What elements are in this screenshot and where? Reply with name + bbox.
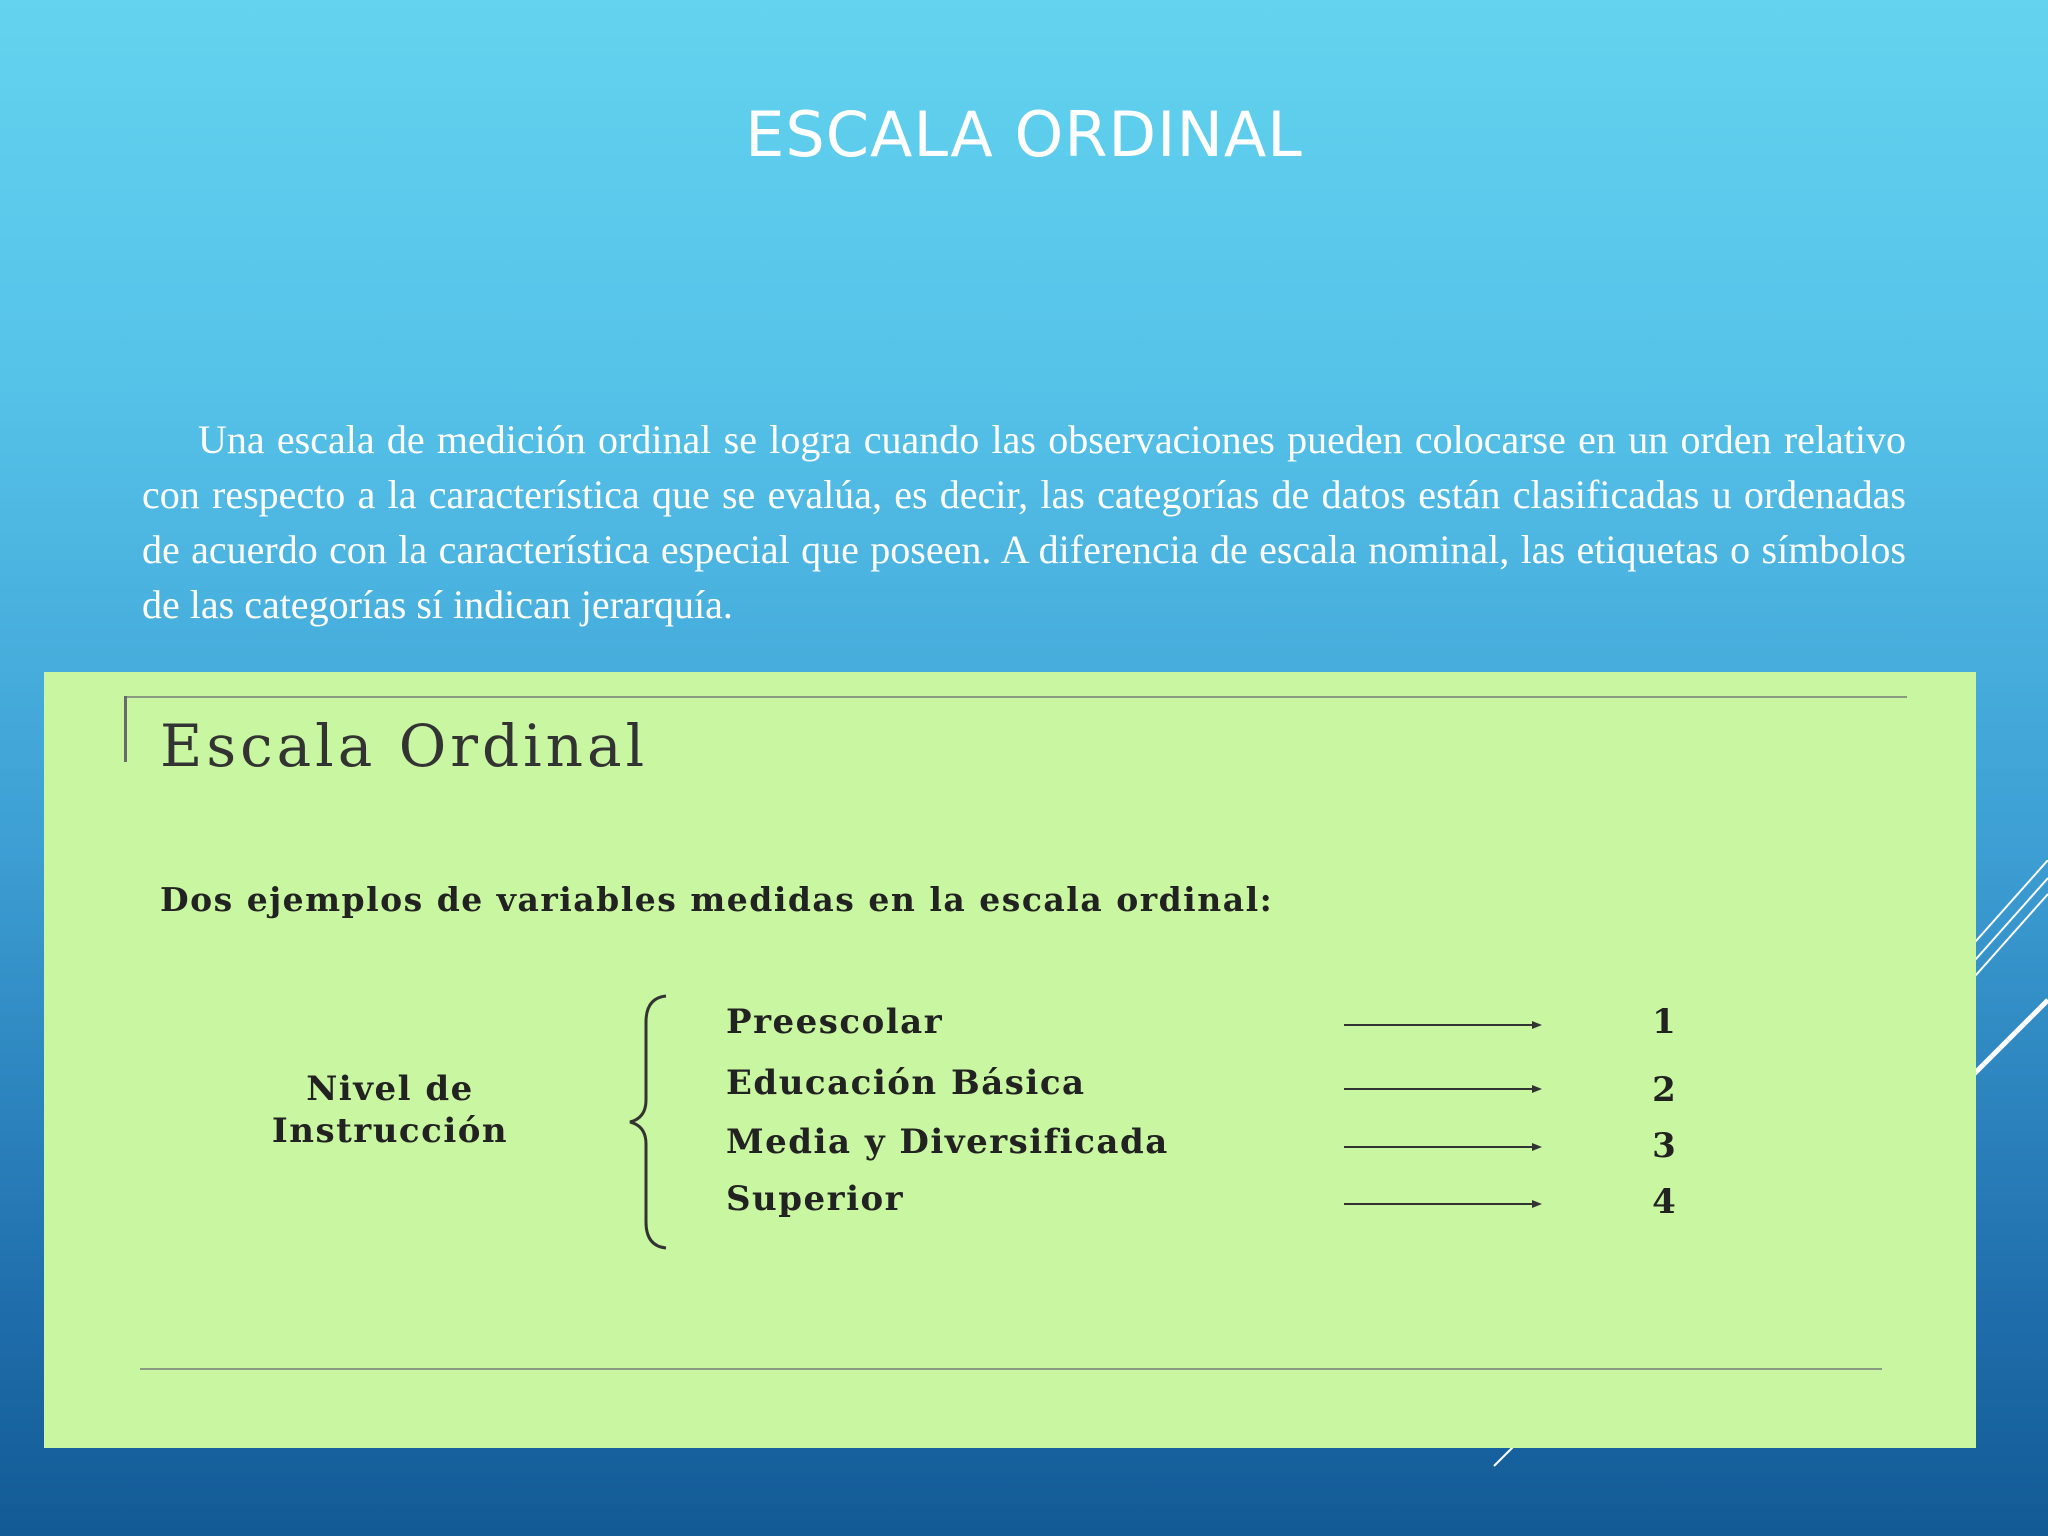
figure-bottom-line bbox=[140, 1368, 1882, 1370]
category-code-3: 3 bbox=[1652, 1126, 1676, 1166]
slide-title-text: ESCALA ORDINAL bbox=[745, 98, 1303, 171]
figure-title: Escala Ordinal bbox=[160, 712, 649, 780]
category-label-3: Media y Diversificada bbox=[726, 1122, 1169, 1162]
category-code-1: 1 bbox=[1652, 1002, 1676, 1042]
curly-brace-icon bbox=[624, 992, 684, 1252]
category-label-4: Superior bbox=[726, 1179, 905, 1219]
category-code-4: 4 bbox=[1652, 1182, 1676, 1222]
variable-label-line2: Instrucción bbox=[271, 1111, 509, 1151]
figure-subtitle: Dos ejemplos de variables medidas en la escala ordinal: bbox=[160, 880, 1274, 919]
arrow-right-icon bbox=[1344, 1140, 1544, 1154]
arrow-right-icon bbox=[1344, 1018, 1544, 1032]
ordinal-scale-figure bbox=[44, 672, 1976, 1448]
category-label-2: Educación Básica bbox=[726, 1063, 1086, 1103]
slide-body-paragraph: Una escala de medición ordinal se logra cuando las observaciones pueden colocarse en un orden relativo con respecto a la característica que se evalúa, es decir, las categorías de datos están clasificadas u ordenadas de acuerdo con la característica especial que poseen. A diferencia de escala nominal, las etiquetas o símbolos de las categorías sí indican jerarquía. bbox=[142, 417, 1906, 627]
category-label-1: Preescolar bbox=[726, 1002, 944, 1042]
arrow-right-icon bbox=[1344, 1197, 1544, 1211]
arrow-right-icon bbox=[1344, 1082, 1544, 1096]
category-code-2: 2 bbox=[1652, 1070, 1676, 1110]
figure-frame-left-line bbox=[124, 696, 127, 762]
variable-label-line1: Nivel de bbox=[306, 1069, 474, 1109]
figure-frame-top-line bbox=[124, 696, 1907, 698]
variable-label bbox=[230, 1068, 550, 1152]
decorative-stripes-icon bbox=[1968, 860, 2048, 1110]
slide-title bbox=[0, 98, 2048, 171]
